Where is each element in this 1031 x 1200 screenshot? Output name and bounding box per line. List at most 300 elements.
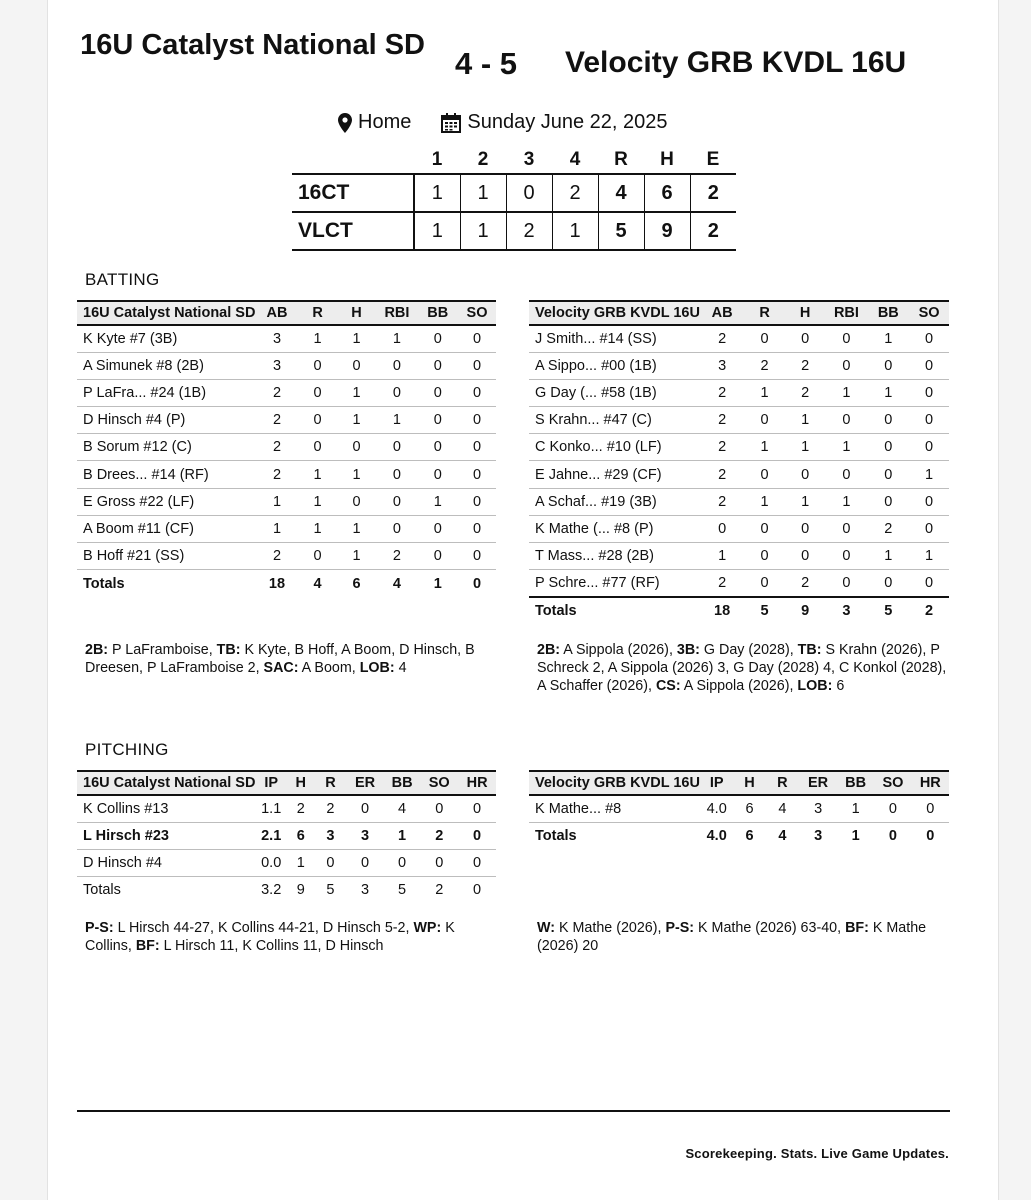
stat-cell: 0	[912, 795, 949, 822]
calendar-icon	[441, 113, 461, 133]
note-key: WP:	[413, 920, 442, 936]
totals-row	[529, 822, 949, 849]
column-header: Velocity GRB KVDL 16U	[529, 771, 700, 795]
linescore-errors: 2	[707, 219, 719, 242]
total-cell: 0	[472, 575, 482, 592]
table-row	[529, 515, 949, 542]
table-row	[77, 822, 496, 849]
stat-cell: 0	[909, 352, 949, 379]
total-cell: 6	[352, 575, 361, 592]
stat-cell: 0	[867, 434, 909, 461]
note-value: K Kyte, B Hoff, A Boom, D Hinsch, B Dreesen, P LaFramboise 2,	[85, 642, 475, 676]
note-value: L Hirsch 11, K Collins 11, D Hinsch	[159, 938, 384, 954]
home-batting-table	[77, 300, 496, 597]
stat-cell: 1	[909, 461, 949, 488]
stat-cell: 1	[837, 795, 874, 822]
column-header: SO	[458, 301, 496, 325]
column-header: H	[287, 771, 315, 795]
total-cell: 2	[909, 597, 949, 624]
stat-cell: 2	[700, 434, 744, 461]
stat-cell: 2	[700, 461, 744, 488]
table-row	[77, 849, 496, 876]
note-value: K Collins,	[85, 920, 455, 954]
column-header: R	[744, 301, 785, 325]
total-cell: 4	[392, 575, 401, 592]
stat-cell: 0	[825, 570, 867, 597]
stat-cell: 0	[744, 407, 785, 434]
note-value: P LaFramboise,	[108, 642, 217, 658]
table-row	[529, 543, 949, 570]
stat-cell: 0	[376, 379, 417, 406]
stat-cell: 1	[255, 515, 298, 542]
stat-cell: 1	[337, 543, 377, 570]
linescore-team: VLCT	[292, 212, 414, 250]
linescore-col: E	[706, 148, 720, 170]
stat-cell: 1	[700, 543, 744, 570]
batting-section-title: BATTING	[85, 270, 160, 289]
column-header: H	[733, 771, 765, 795]
stat-cell: 0	[376, 488, 417, 515]
stat-cell: 2.1	[255, 822, 287, 849]
stat-cell: 0	[337, 488, 377, 515]
player-name: K Mathe... #8	[529, 795, 700, 822]
stat-cell: 0	[825, 325, 867, 352]
stat-cell: 0	[825, 515, 867, 542]
stat-cell: 0	[458, 822, 496, 849]
stat-cell: 1	[299, 488, 337, 515]
stat-cell: 0	[825, 461, 867, 488]
total-cell: 3	[361, 882, 370, 899]
linescore-col: R	[614, 148, 628, 170]
stat-cell: 0	[420, 795, 458, 822]
stat-cell: 0	[744, 461, 785, 488]
stat-cell: 0	[346, 849, 384, 876]
table-row	[529, 352, 949, 379]
stat-cell: 2	[700, 407, 744, 434]
stat-cell: 0	[458, 407, 496, 434]
stat-cell: 0	[867, 570, 909, 597]
stat-cell: 2	[376, 543, 417, 570]
stat-cell: 1	[337, 325, 377, 352]
stat-cell: 0	[376, 434, 417, 461]
player-name: E Jahne... #29 (CF)	[529, 461, 700, 488]
stat-cell: 0	[384, 849, 420, 876]
table-row	[77, 325, 496, 352]
note-value: 6	[832, 678, 845, 694]
totals-row	[529, 597, 949, 624]
footer-tagline: Scorekeeping. Stats. Live Game Updates.	[685, 1146, 949, 1161]
stat-cell: 2	[744, 352, 785, 379]
table-row	[77, 488, 496, 515]
stat-cell: 0	[744, 515, 785, 542]
linescore-row	[292, 212, 736, 250]
player-name: E Gross #22 (LF)	[77, 488, 255, 515]
player-name: P Schre... #77 (RF)	[529, 570, 700, 597]
note-key: LOB:	[797, 678, 833, 694]
stat-cell: 1	[337, 407, 377, 434]
note-value: G Day (2028),	[699, 642, 798, 658]
column-header: AB	[255, 301, 298, 325]
stat-cell: 1	[337, 515, 377, 542]
stat-cell: 0	[909, 379, 949, 406]
note-key: 3B:	[676, 642, 700, 658]
stat-cell: 1	[255, 488, 298, 515]
total-cell: 5	[326, 882, 335, 899]
stat-cell: 0	[458, 352, 496, 379]
stat-cell: 0	[744, 570, 785, 597]
total-cell: 9	[785, 597, 826, 624]
total-cell: 0	[888, 828, 897, 845]
note-value: 4	[394, 660, 407, 676]
stat-cell: 0	[299, 352, 337, 379]
home-team-name: 16U Catalyst National SD	[80, 29, 425, 61]
stat-cell: 3	[700, 352, 744, 379]
total-cell: 4.0	[706, 828, 727, 845]
stat-cell: 1	[337, 379, 377, 406]
stat-cell: 2	[255, 407, 298, 434]
stat-cell: 0	[299, 434, 337, 461]
stat-cell: 2	[700, 488, 744, 515]
column-header: H	[785, 301, 826, 325]
linescore-table	[292, 146, 736, 251]
player-name: P LaFra... #24 (1B)	[77, 379, 255, 406]
table-row	[77, 434, 496, 461]
table-header-row	[77, 301, 496, 325]
totals-row	[77, 570, 496, 597]
total-cell: 3.2	[261, 882, 282, 899]
linescore-col: H	[660, 148, 674, 170]
stat-cell: 0	[299, 407, 337, 434]
note-value: L Hirsch 44-27, K Collins 44-21, D Hinsch 5-2,	[113, 920, 414, 936]
column-header: BB	[384, 771, 420, 795]
stat-cell: 2	[700, 570, 744, 597]
table-header-row	[529, 301, 949, 325]
stat-cell: 0	[315, 849, 347, 876]
stat-cell: 1	[744, 434, 785, 461]
total-cell: 18	[700, 597, 744, 624]
total-cell: 1	[851, 828, 860, 845]
home-batting-notes	[85, 641, 500, 677]
stat-cell: 1	[785, 434, 826, 461]
column-header: BB	[837, 771, 874, 795]
stat-cell: 1	[744, 379, 785, 406]
stat-cell: 0	[867, 407, 909, 434]
stat-cell: 0	[785, 515, 826, 542]
total-cell: 4	[778, 828, 787, 845]
stat-cell: 1	[867, 379, 909, 406]
stat-cell: 3	[255, 325, 298, 352]
total-cell: 2	[435, 882, 444, 899]
linescore-header	[292, 146, 736, 174]
stat-cell: 0	[418, 379, 459, 406]
stat-cell: 0	[418, 352, 459, 379]
player-name: K Collins #13	[77, 795, 255, 822]
note-key: 2B:	[537, 642, 561, 658]
player-name: D Hinsch #4 (P)	[77, 407, 255, 434]
column-header: IP	[255, 771, 287, 795]
linescore-col: 4	[569, 148, 581, 170]
stat-cell: 0	[744, 543, 785, 570]
away-pitching-notes	[537, 919, 952, 955]
player-name: K Kyte #7 (3B)	[77, 325, 255, 352]
column-header: R	[299, 301, 337, 325]
note-value: A Sippola (2026),	[560, 642, 677, 658]
linescore-runs: 5	[598, 212, 644, 250]
away-pitching-table	[529, 770, 949, 849]
note-key: 2B:	[85, 642, 109, 658]
stat-cell: 0	[874, 795, 911, 822]
note-key: BF:	[845, 920, 869, 936]
stat-cell: 0	[458, 543, 496, 570]
table-row	[529, 488, 949, 515]
total-cell: 18	[268, 575, 286, 592]
linescore-cell: 1	[414, 174, 460, 212]
stat-cell: 1	[909, 543, 949, 570]
stat-cell: 0	[867, 461, 909, 488]
stat-cell: 0	[458, 325, 496, 352]
linescore-team: 16CT	[292, 174, 414, 212]
stat-cell: 2	[700, 325, 744, 352]
note-key: TB:	[216, 642, 241, 658]
linescore-col: 1	[431, 148, 443, 170]
player-name: A Boom #11 (CF)	[77, 515, 255, 542]
stat-cell: 2	[255, 543, 298, 570]
stat-cell: 0	[458, 795, 496, 822]
linescore-col: 3	[523, 148, 535, 170]
player-name: B Drees... #14 (RF)	[77, 461, 255, 488]
stat-cell: 1	[299, 325, 337, 352]
left-page-edge	[0, 0, 48, 1200]
stat-cell: 0	[825, 352, 867, 379]
stat-cell: 0	[825, 543, 867, 570]
column-header: HR	[912, 771, 949, 795]
stat-cell: 6	[733, 795, 765, 822]
stat-cell: 2	[785, 352, 826, 379]
stat-cell: 3	[255, 352, 298, 379]
stat-cell: 0	[418, 407, 459, 434]
stat-cell: 0	[909, 407, 949, 434]
stat-cell: 0.0	[255, 849, 287, 876]
player-name: B Hoff #21 (SS)	[77, 543, 255, 570]
table-row	[529, 795, 949, 822]
player-name: A Simunek #8 (2B)	[77, 352, 255, 379]
stat-cell: 0	[337, 352, 377, 379]
note-key: BF:	[135, 938, 160, 954]
table-row	[77, 379, 496, 406]
totals-label: Totals	[529, 597, 700, 624]
stat-cell: 0	[376, 515, 417, 542]
table-row	[529, 407, 949, 434]
column-header: BB	[867, 301, 909, 325]
note-value: A Boom,	[298, 660, 360, 676]
stat-cell: 1	[867, 543, 909, 570]
table-row	[529, 379, 949, 406]
note-key: P-S:	[85, 920, 114, 936]
table-row	[529, 325, 949, 352]
away-batting-notes	[537, 641, 952, 695]
stat-cell: 0	[744, 325, 785, 352]
stat-cell: 0	[346, 795, 384, 822]
player-name: S Krahn... #47 (C)	[529, 407, 700, 434]
stat-cell: 3	[799, 795, 837, 822]
stat-cell: 2	[420, 822, 458, 849]
stat-cell: 1	[384, 822, 420, 849]
total-cell: 5	[744, 597, 785, 624]
footer-divider	[77, 1110, 950, 1112]
stat-cell: 0	[909, 325, 949, 352]
note-value: K Mathe (2026),	[555, 920, 666, 936]
stat-cell: 1	[825, 434, 867, 461]
table-header-row	[529, 771, 949, 795]
table-row	[529, 434, 949, 461]
stat-cell: 2	[255, 434, 298, 461]
stat-cell: 0	[420, 849, 458, 876]
stat-cell: 0	[785, 543, 826, 570]
table-row	[77, 407, 496, 434]
note-value: K Mathe (2026) 20	[537, 920, 927, 954]
table-row	[529, 570, 949, 597]
note-key: TB:	[797, 642, 822, 658]
away-batting-table	[529, 300, 949, 624]
player-name: D Hinsch #4	[77, 849, 255, 876]
away-team-name: Velocity GRB KVDL 16U	[565, 46, 907, 79]
player-name: A Schaf... #19 (3B)	[529, 488, 700, 515]
stat-cell: 2	[287, 795, 315, 822]
stat-cell: 0	[299, 543, 337, 570]
total-cell: 3	[825, 597, 867, 624]
game-location: Home	[358, 111, 412, 133]
stat-cell: 0	[458, 379, 496, 406]
linescore-cell: 1	[460, 212, 506, 250]
player-name: B Sorum #12 (C)	[77, 434, 255, 461]
note-value: A Sippola (2026),	[680, 678, 798, 694]
column-header: ER	[799, 771, 837, 795]
stat-cell: 1	[376, 407, 417, 434]
column-header: Velocity GRB KVDL 16U	[529, 301, 700, 325]
column-header: SO	[874, 771, 911, 795]
totals-row	[77, 877, 496, 904]
total-cell: 5	[867, 597, 909, 624]
note-key: W:	[537, 920, 555, 936]
stat-cell: 3	[346, 822, 384, 849]
total-cell: 0	[926, 828, 935, 845]
stat-cell: 0	[458, 488, 496, 515]
stat-cell: 0	[825, 407, 867, 434]
stat-cell: 4.0	[700, 795, 734, 822]
total-cell: 4	[313, 575, 322, 592]
stat-cell: 0	[785, 325, 826, 352]
player-name: K Mathe (... #8 (P)	[529, 515, 700, 542]
stat-cell: 2	[255, 461, 298, 488]
note-key: P-S:	[665, 920, 695, 936]
player-name: J Smith... #14 (SS)	[529, 325, 700, 352]
table-row	[77, 543, 496, 570]
stat-cell: 0	[458, 849, 496, 876]
stat-cell: 0	[909, 515, 949, 542]
linescore-col: 2	[477, 148, 489, 170]
column-header: 16U Catalyst National SD	[77, 301, 255, 325]
column-header: SO	[420, 771, 458, 795]
stat-cell: 1	[785, 407, 826, 434]
totals-label: Totals	[83, 575, 125, 592]
location-pin-icon	[338, 113, 352, 133]
linescore-hits: 6	[644, 174, 690, 212]
stat-cell: 0	[909, 570, 949, 597]
note-key: CS:	[655, 678, 681, 694]
home-pitching-table	[77, 770, 496, 904]
player-name: A Sippo... #00 (1B)	[529, 352, 700, 379]
column-header: RBI	[376, 301, 417, 325]
linescore-cell: 2	[506, 212, 552, 250]
total-cell: 3	[814, 828, 823, 845]
right-page-edge	[998, 0, 1031, 1200]
note-value: K Mathe (2026) 63-40,	[694, 920, 846, 936]
total-cell: 0	[473, 882, 482, 899]
total-cell: 6	[745, 828, 754, 845]
linescore-hits: 9	[644, 212, 690, 250]
game-date: Sunday June 22, 2025	[467, 111, 668, 133]
stat-cell: 1	[785, 488, 826, 515]
stat-cell: 2	[785, 570, 826, 597]
stat-cell: 0	[418, 434, 459, 461]
column-header: IP	[700, 771, 734, 795]
stat-cell: 6	[287, 822, 315, 849]
player-name: T Mass... #28 (2B)	[529, 543, 700, 570]
stat-cell: 0	[458, 461, 496, 488]
linescore-cell: 2	[552, 174, 598, 212]
table-row	[77, 461, 496, 488]
note-key: SAC:	[263, 660, 299, 676]
linescore-row	[292, 174, 736, 212]
column-header: ER	[346, 771, 384, 795]
stat-cell: 1	[825, 379, 867, 406]
stat-cell: 0	[299, 379, 337, 406]
stat-cell: 0	[909, 434, 949, 461]
game-meta	[338, 111, 668, 134]
player-name: L Hirsch #23	[77, 822, 255, 849]
column-header: 16U Catalyst National SD	[77, 771, 255, 795]
stat-cell: 0	[909, 488, 949, 515]
stat-cell: 1	[299, 515, 337, 542]
stat-cell: 3	[315, 822, 347, 849]
table-row	[77, 352, 496, 379]
total-cell: 5	[398, 882, 407, 899]
stat-cell: 0	[376, 352, 417, 379]
table-header-row	[77, 771, 496, 795]
stat-cell: 0	[867, 352, 909, 379]
stat-cell: 1	[418, 488, 459, 515]
final-score: 4 - 5	[455, 46, 518, 81]
stat-cell: 2	[315, 795, 347, 822]
stat-cell: 0	[418, 543, 459, 570]
stat-cell: 0	[785, 461, 826, 488]
stat-cell: 1	[299, 461, 337, 488]
stat-cell: 0	[418, 461, 459, 488]
stat-cell: 2	[255, 379, 298, 406]
linescore-errors: 2	[707, 181, 719, 204]
column-header: R	[766, 771, 800, 795]
stat-cell: 0	[458, 434, 496, 461]
stat-cell: 1.1	[255, 795, 287, 822]
table-row	[529, 461, 949, 488]
table-row	[77, 795, 496, 822]
stat-cell: 1	[287, 849, 315, 876]
stat-cell: 2	[785, 379, 826, 406]
linescore-cell: 1	[414, 212, 460, 250]
player-name: C Konko... #10 (LF)	[529, 434, 700, 461]
stat-cell: 1	[825, 488, 867, 515]
note-key: LOB:	[359, 660, 395, 676]
